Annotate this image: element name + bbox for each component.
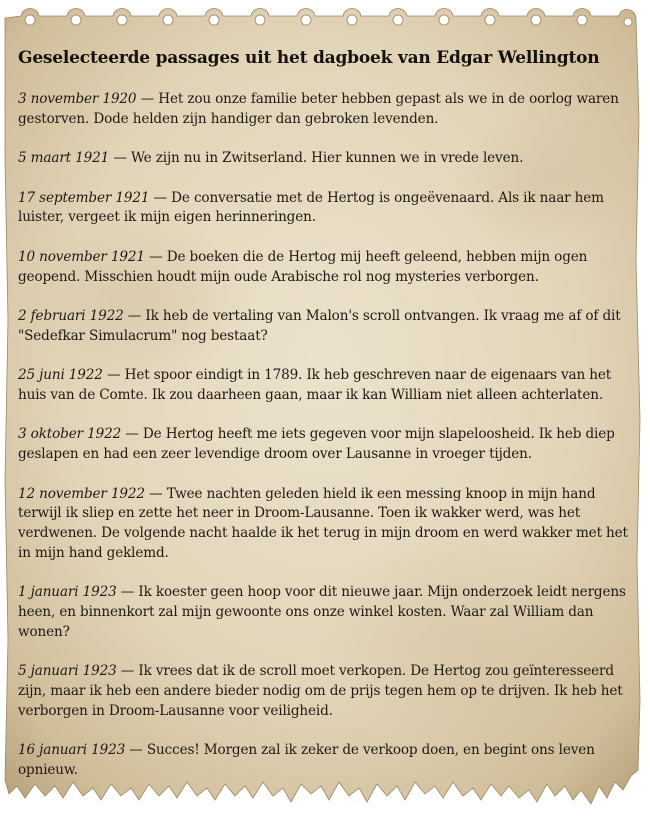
entry-text: Het spoor eindigt in 1789. Ik heb geschreven naar de eigenaars van het huis van de Comte. Ik zou daarheen gaan, maar ik kan William niet alleen achterlaten. bbox=[18, 367, 612, 403]
entry-separator: — bbox=[136, 91, 159, 107]
entry-text: Succes! Morgen zal ik zeker de verkoop doen, en begint ons leven opnieuw. bbox=[18, 742, 595, 779]
diary-entry bbox=[18, 307, 638, 347]
entry-separator: — bbox=[102, 367, 125, 384]
diary-entry bbox=[18, 662, 638, 721]
entry-text: Ik vrees dat ik de scroll moet verkopen. De Hertog zou geïnteresseerd zijn, maar ik heb een andere bieder nodig om de prijs tegen hem op te drijven. Ik heb het verborgen in Droom-Lausanne voor veiligheid. bbox=[18, 663, 623, 719]
entry-separator: — bbox=[144, 248, 167, 265]
entry-separator: — bbox=[149, 189, 172, 206]
diary-entry bbox=[18, 248, 638, 288]
diary-entry bbox=[18, 425, 638, 465]
entry-separator: — bbox=[109, 150, 131, 167]
entry-date: 16 januari 1923 bbox=[18, 742, 126, 759]
entry-date: 3 oktober 1922 bbox=[18, 426, 122, 443]
diary-entry bbox=[18, 366, 638, 406]
entry-text: De conversatie met de Hertog is ongeëvenaard. Als ik naar hem luister, vergeet ik mijn eigen herinneringen. bbox=[18, 189, 604, 226]
entry-date: 5 maart 1921 bbox=[18, 150, 110, 167]
diary-entry bbox=[18, 583, 638, 642]
diary-entry bbox=[18, 741, 638, 781]
entry-separator: — bbox=[144, 485, 167, 502]
diary-content bbox=[18, 47, 638, 800]
entry-text: Ik koester geen hoop voor dit nieuwe jaar. Mijn onderzoek leidt nergens heen, en binnenkort zal mijn gewoonte ons onze winkel kosten. Waar zal William dan wonen? bbox=[18, 584, 626, 640]
entry-date: 3 november 1920 bbox=[18, 91, 137, 107]
entry-date: 2 februari 1922 bbox=[18, 307, 124, 324]
diary-entries bbox=[18, 90, 638, 781]
entry-date: 25 juni 1922 bbox=[18, 367, 103, 384]
entry-date: 10 november 1921 bbox=[18, 248, 145, 265]
entry-date: 17 september 1921 bbox=[18, 189, 150, 206]
entry-text: Ik heb de vertaling van Malon's scroll ontvangen. Ik vraag me af of dit "Sedefkar Simulacrum" nog bestaat? bbox=[18, 307, 621, 344]
entry-text: De Hertog heeft me iets gegeven voor mijn slapeloosheid. Ik heb diep geslapen en had een zeer levendige droom over Lausanne in vroeger tijden. bbox=[18, 426, 615, 463]
entry-date: 12 november 1922 bbox=[18, 485, 145, 502]
entry-text: We zijn nu in Zwitserland. Hier kunnen we in vrede leven. bbox=[130, 150, 524, 167]
entry-separator: — bbox=[123, 307, 146, 324]
entry-text: De boeken die de Hertog mij heeft geleend, hebben mijn ogen geopend. Misschien houdt mijn oude Arabische rol nog mysteries verborgen. bbox=[18, 248, 588, 285]
entry-separator: — bbox=[125, 742, 147, 759]
entry-separator: — bbox=[116, 663, 139, 680]
entry-separator: — bbox=[116, 584, 139, 601]
entry-text: Twee nachten geleden hield ik een messing knoop in mijn hand terwijl ik sliep en zette het neer in Droom-Lausanne. Toen ik wakker werd, was het verdwenen. De volgende nacht haalde ik het terug in mijn droom en werd wakker met het in mijn hand geklemd. bbox=[18, 485, 628, 561]
diary-entry bbox=[18, 149, 638, 169]
diary-title: Geselecteerde passages uit het dagboek van Edgar Wellington bbox=[18, 48, 600, 68]
entry-date: 5 januari 1923 bbox=[18, 663, 117, 680]
entry-date: 1 januari 1923 bbox=[18, 584, 117, 601]
entry-text: Het zou onze familie beter hebben gepast als we in de oorlog waren gestorven. Dode helden zijn handiger dan gebroken levenden. bbox=[18, 91, 619, 127]
diary-entry bbox=[18, 90, 638, 130]
entry-separator: — bbox=[121, 426, 143, 443]
diary-entry bbox=[18, 485, 638, 564]
diary-entry bbox=[18, 189, 638, 229]
